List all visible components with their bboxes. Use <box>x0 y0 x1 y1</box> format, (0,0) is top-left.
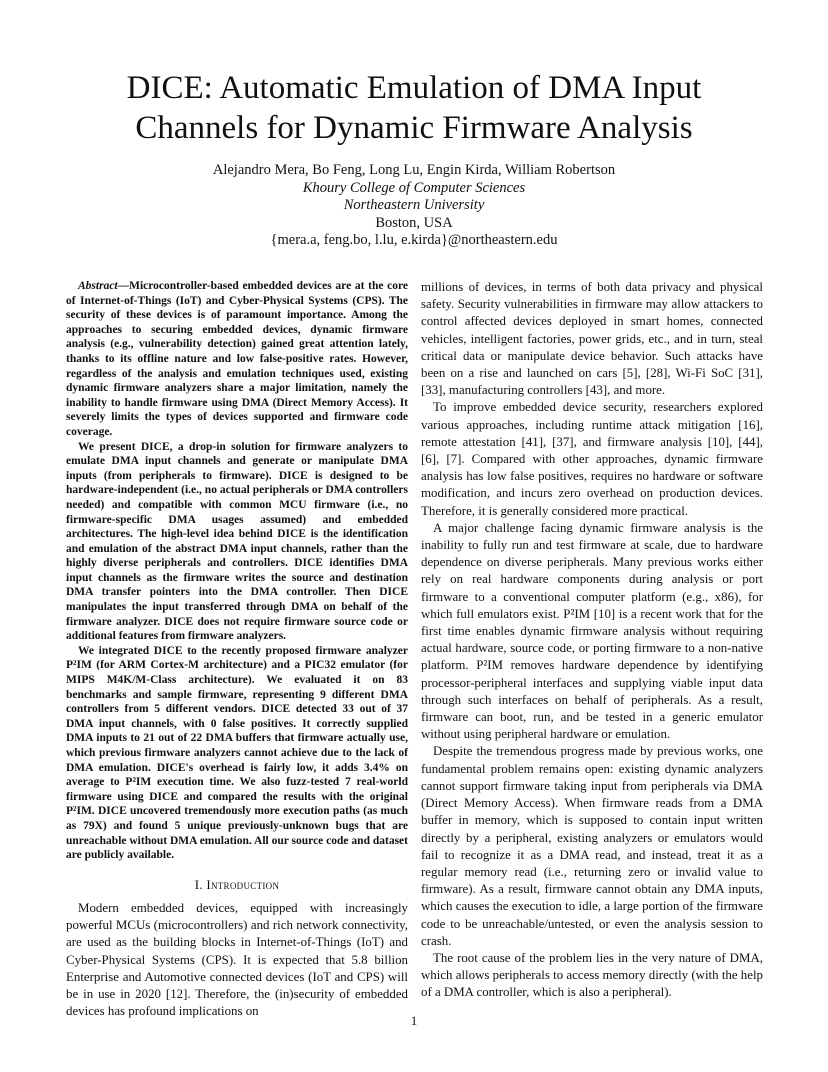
intro-paragraph-6: The root cause of the problem lies in the very nature of DMA, which allows peripherals to access memory directly (with the help of a DMA controller, which is also a peripheral). <box>421 950 763 1000</box>
author-emails: {mera.a, feng.bo, l.lu, e.kirda}@northeastern.edu <box>270 232 558 248</box>
abstract-label: Abstract <box>78 280 118 292</box>
affiliation-university: Northeastern University <box>343 197 485 213</box>
intro-paragraph-5: Despite the tremendous progress made by previous works, one fundamental problem remains open: existing dynamic analyzers cannot support firmware taking input from peripherals via DMA (Direct Memory Access). When firmware reads from a DMA buffer in memory, which is supposed to contain input written directly by a peripheral, existing analyzers or emulators would fail to recognize it as a DMA read, and instead, treat it as a regular memory read (i.e., returning zero or invalid value to firmware). As a result, firmware cannot obtain any DMA inputs, which causes the execution to idle, a large portion of the firmware code to be unreachable/untested, or even the analysis session to crash. <box>421 744 763 948</box>
intro-paragraph-2-continued: millions of devices, in terms of both data privacy and physical safety. Security vulnerabilities in firmware may allow attackers to control affected devices deployed in smart homes, connected vehicles, intelligent factories, power grids, etc., and in turn, steal critical data or manipulate device behavior. Such attacks have been on a rise and launched on cars [5], [28], Wi-Fi SoC [31], [33], manufacturing controllers [43], and more. <box>421 280 763 398</box>
abstract <box>66 279 408 863</box>
title-line-2: Channels for Dynamic Firmware Analysis <box>135 110 693 146</box>
paper-title <box>60 68 768 148</box>
abstract-paragraph-2: We present DICE, a drop-in solution for firmware analyzers to emulate DMA input channels and generate or manipulate DMA inputs (from peripherals to firmware). DICE is designed to be hardware-independent (i.e., no actual peripherals or DMA controllers needed) and compatible with common MCU firmware (i.e., no firmware-specific DMA usages assumed) and embedded architectures. The high-level idea behind DICE is the identification and emulation of the abstract DMA input channels, rather than the highly diverse peripherals and controllers. DICE identifies DMA input channels as the firmware writes the source and destination DMA transfer pointers into the DMA controller. Then DICE manipulates the input transferred through DMA on behalf of the firmware analyzer. DICE does not require firmware source code or additional features from firmware analyzers. <box>66 440 408 643</box>
intro-paragraph-3: To improve embedded device security, researchers explored various approaches, including runtime attack mitigation [16], remote attestation [41], [37], and firmware analysis [10], [44], [6], [7]. Compared with other approaches, dynamic firmware analysis has low false positives, requires no hardware or software modification, and incurs zero overhead on production devices. Therefore, it is generally considered more practical. <box>421 400 763 518</box>
abstract-paragraph-3: We integrated DICE to the recently proposed firmware analyzer P²IM (for ARM Cortex-M architecture) and a PIC32 emulator (for MIPS M4K/M-Class architecture). We evaluated it on 83 benchmarks and sample firmware, representing 9 different DMA controllers from 5 different vendors. DICE detected 33 out of 37 DMA input channels, with 0 false positives. It correctly supplied DMA inputs to 21 out of 22 DMA buffers that firmware actually use, which previous firmware analyzers cannot achieve due to the lack of DMA emulation. DICE's overhead is fairly low, it adds 3.4% on average to P²IM execution time. We also fuzz-tested 7 real-world firmware using DICE and compared the results with the original P²IM. DICE uncovered tremendously more execution paths (as much as 79X) and found 5 unique previously-unknown bugs that are unreachable without DMA emulation. All our source code and dataset are publicly available. <box>66 644 408 862</box>
affiliation-college: Khoury College of Computer Sciences <box>302 179 526 196</box>
title-line-1: DICE: Automatic Emulation of DMA Input <box>126 70 702 106</box>
author-block <box>60 162 768 250</box>
author-location: Boston, USA <box>375 214 453 231</box>
section-heading-introduction: I. Introduction <box>194 877 280 892</box>
intro-paragraph-1: Modern embedded devices, equipped with increasingly powerful MCUs (microcontrollers) and rich network connectivity, are used as the building blocks in Internet-of-Things (IoT) and Cyber-Physical Systems (CPS). It is expected that 5.8 billion Enterprise and Automotive connected devices (IoT and CPS) will be in use in 2020 [12]. Therefore, the (in)security of embedded devices has profound implications on <box>66 900 408 1019</box>
intro-paragraph-4: A major challenge facing dynamic firmware analysis is the inability to fully run and test firmware at scale, due to hardware dependence on diverse peripherals. Many previous works either rely on real hardware components during analysis or port firmware to a conventional computer platform (e.g., x86), for which full emulators exist. P²IM [10] is a recent work that for the first time enables dynamic firmware analysis without requiring actual hardware, source code, or porting firmware to a non-native platform. P²IM removes hardware dependence by identifying processor-peripheral interfaces and supplying viable input data through such interfaces on behalf of peripherals. As a result, firmware can boot, run, and be tested in a generic emulator without using peripheral hardware or emulation. <box>421 520 763 742</box>
page-number: 1 <box>410 1013 418 1028</box>
abstract-paragraph-1: Abstract—Microcontroller-based embedded devices are at the core of Internet-of-Things (IoT) and Cyber-Physical Systems (CPS). The security of these devices is of paramount importance. Among the approaches to securing embedded devices, dynamic firmware analysis (e.g., vulnerability detection) gained great attention lately, thanks to its offline nature and low false-positive rates. However, regardless of the analysis and emulation techniques used, existing dynamic firmware analyzers share a major limitation, namely the inability to handle firmware using DMA (Direct Memory Access). It severely limits the types of devices supported and firmware code coverage. <box>66 280 408 438</box>
author-names: Alejandro Mera, Bo Feng, Long Lu, Engin Kirda, William Robertson <box>212 162 616 178</box>
right-column <box>421 279 763 1002</box>
left-column <box>66 279 408 1020</box>
